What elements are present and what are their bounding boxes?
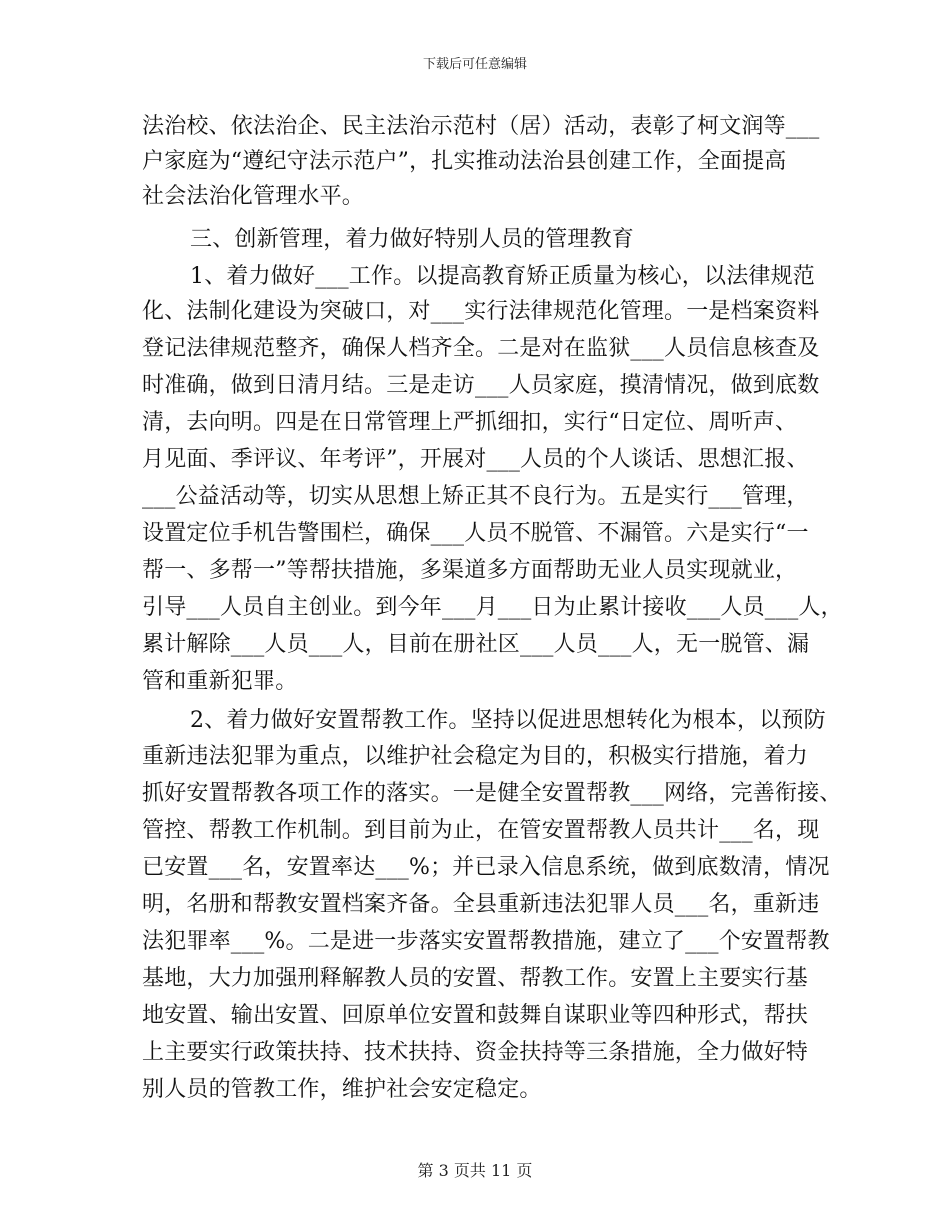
text-line: 登记法律规范整齐，确保人档齐全。二是对在监狱___人员信息核查及 (142, 336, 820, 361)
text-line: 管和重新犯罪。 (142, 669, 298, 694)
page-footer: 第 3 页共 11 页 (417, 1161, 533, 1180)
text-line: 户家庭为“遵纪守法示范户”，扎实推动法治县创建工作，全面提高 (142, 149, 787, 174)
page-header: 下载后可任意编辑 (422, 57, 527, 72)
text-line: 地安置、输出安置、回原单位安置和鼓舞自谋职业等四种形式，帮扶 (142, 1003, 809, 1028)
text-line: 法犯罪率___%。二是进一步落实安置帮教措施，建立了___个安置帮教 (142, 929, 830, 954)
text-line: 别人员的管教工作，维护社会安定稳定。 (142, 1077, 542, 1102)
text-line: 月见面、季评议、年考评”，开展对___人员的个人谈话、思想汇报、 (142, 447, 809, 472)
text-line: 上主要实行政策扶持、技术扶持、资金扶持等三条措施，全力做好特 (142, 1040, 809, 1065)
text-line: 法治校、依法治企、民主法治示范村（居）活动，表彰了柯文润等___ (142, 114, 820, 139)
text-line: 清，去向明。四是在日常管理上严抓细扣，实行“日定位、周听声、 (142, 410, 798, 435)
text-line: 基地，大力加强刑释解教人员的安置、帮教工作。安置上主要实行基 (142, 966, 809, 991)
text-line: 累计解除___人员___人，目前在册社区___人员___人，无一脱管、漏 (142, 632, 810, 657)
text-line: 时准确，做到日清月结。三是走访___人员家庭，摸清情况，做到底数 (142, 373, 820, 398)
section-heading: 三、创新管理，着力做好特别人员的管理教育 (190, 227, 635, 252)
text-line: ___公益活动等，切实从思想上矫正其不良行为。五是实行___管理， (142, 484, 809, 509)
text-line: 化、法制化建设为突破口，对___实行法律规范化管理。一是档案资料 (142, 299, 820, 324)
text-line: 重新违法犯罪为重点，以维护社会稳定为目的，积极实行措施，着力 (142, 744, 809, 769)
text-line: 2、着力做好安置帮教工作。坚持以促进思想转化为根本，以预防 (190, 708, 826, 733)
text-line: 管控、帮教工作机制。到目前为止，在管安置帮教人员共计___名，现 (142, 818, 820, 843)
text-line: 已安置___名，安置率达___%；并已录入信息系统，做到底数清，情况 (142, 855, 830, 880)
text-line: 明，名册和帮教安置档案齐备。全县重新违法犯罪人员___名，重新违 (142, 892, 820, 917)
text-line: 帮一、多帮一”等帮扶措施，多渠道多方面帮助无业人员实现就业， (142, 558, 798, 583)
text-line: 社会法治化管理水平。 (142, 184, 365, 209)
text-line: 引导___人员自主创业。到今年___月___日为止累计接收___人员___人， (142, 595, 843, 620)
text-line: 抓好安置帮教各项工作的落实。一是健全安置帮教___网络，完善衔接、 (142, 781, 842, 806)
text-line: 设置定位手机告警围栏，确保___人员不脱管、不漏管。六是实行“一 (142, 521, 809, 546)
text-line: 1、着力做好___工作。以提高教育矫正质量为核心，以法律规范 (190, 264, 815, 289)
